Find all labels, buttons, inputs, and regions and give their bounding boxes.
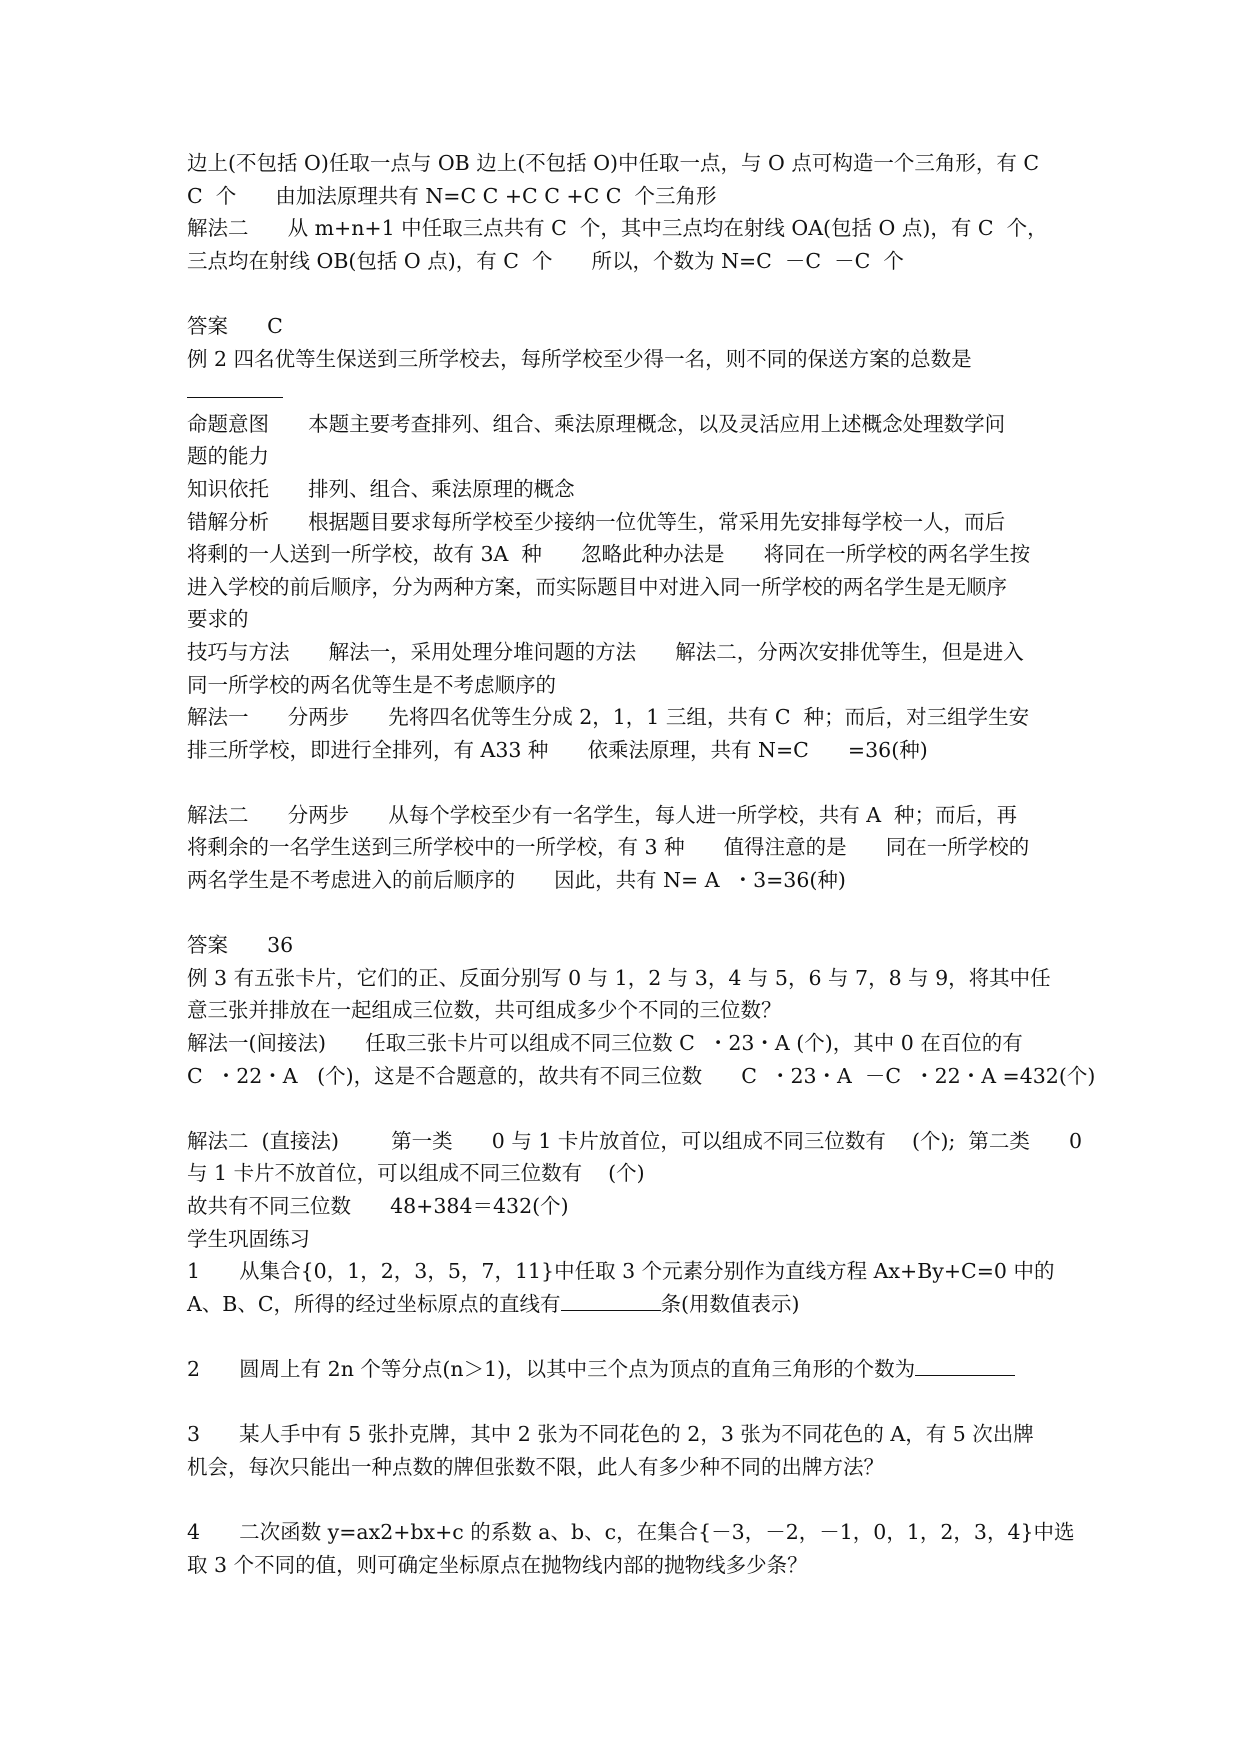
text-line: 意三张并排放在一起组成三位数，共可组成多少个不同的三位数？ — [187, 998, 782, 1023]
answer-line: 答案 C — [187, 313, 283, 338]
example-2-question: 例 2 四名优等生保送到三所学校去，每所学校至少得一名，则不同的保送方案的总数是 — [187, 346, 972, 371]
blank-line — [187, 1386, 1077, 1419]
exercise-1-text: A、B、C，所得的经过坐标原点的直线有 — [187, 1291, 561, 1316]
text-line: 解法二 分两步 从每个学校至少有一名学生，每人进一所学校，共有 A 种；而后，再 — [187, 802, 1018, 827]
text-line: 进入学校的前后顺序，分为两种方案，而实际题目中对进入同一所学校的两名学生是无顺序 — [187, 574, 1007, 599]
text-line: 三点均在射线 OB(包括 O 点)，有 C 个 所以，个数为 N=C －C －C 个 — [187, 248, 904, 273]
exercise-4-line: 取 3 个不同的值，则可确定坐标原点在抛物线内部的抛物线多少条？ — [187, 1552, 808, 1577]
exercise-1-line: 1 从集合{0，1，2，3，5，7，11}中任取 3 个元素分别作为直线方程 Ax+By+C=0 中的 — [187, 1259, 1055, 1284]
text-line: 故共有不同三位数 48+384＝432(个) — [187, 1194, 569, 1218]
answer-blank — [187, 375, 1077, 408]
exercise-1-blank — [561, 1288, 661, 1311]
section-heading: 学生巩固练习 — [187, 1226, 310, 1251]
text-line: 同一所学校的两名优等生是不考虑顺序的 — [187, 672, 556, 697]
blank-line — [187, 766, 1077, 799]
exercise-4-line: 4 二次函数 y=ax2+bx+c 的系数 a、b、c，在集合{－3，－2，－1，0，1，2，3，4}中选 — [187, 1519, 1075, 1544]
text-line: 解法二 从 m+n+1 中任取三点共有 C 个，其中三点均在射线 OA(包括 O 点)，有 C 个， — [187, 216, 1048, 241]
exercise-1-suffix: 条(用数值表示) — [660, 1291, 800, 1316]
text-line: 将剩余的一名学生送到三所学校中的一所学校，有 3 种 值得注意的是 同在一所学校的 — [187, 835, 1030, 860]
text-line: 要求的 — [187, 607, 249, 632]
text-line: 题的能力 — [187, 444, 269, 469]
blank-line — [187, 1320, 1077, 1353]
exercise-2-text: 2 圆周上有 2n 个等分点(n＞1)，以其中三个点为顶点的直角三角形的个数为 — [187, 1356, 916, 1381]
text-line: C 个 由加法原理共有 N=C C +C C +C C 个三角形 — [187, 183, 717, 208]
text-line: C ・22・A (个)，这是不合题意的，故共有不同三位数 C ・23・A －C ・22・A =432(个) — [187, 1063, 1096, 1088]
text-line: 错解分析 根据题目要求每所学校至少接纳一位优等生，常采用先安排每学校一人，而后 — [187, 509, 1006, 534]
document-text — [187, 147, 1096, 1581]
exercise-2-blank — [915, 1353, 1015, 1376]
text-line: 两名学生是不考虑进入的前后顺序的 因此，共有 N= A ・3=36(种) — [187, 868, 846, 893]
text-line: 解法一 分两步 先将四名优等生分成 2，1，1 三组，共有 C 种；而后，对三组学生安 — [187, 705, 1030, 730]
text-line: 命题意图 本题主要考查排列、组合、乘法原理概念，以及灵活应用上述概念处理数学问 — [187, 411, 1006, 436]
text-line: 技巧与方法 解法一，采用处理分堆问题的方法 解法二，分两次安排优等生，但是进入 — [187, 639, 1024, 664]
blank-line — [187, 1092, 1077, 1125]
example-3-question: 例 3 有五张卡片，它们的正、反面分别写 0 与 1，2 与 3，4 与 5，6 与 7，8 与 9，将其中任 — [187, 965, 1051, 990]
text-line: 解法一(间接法) 任取三张卡片可以组成不同三位数 C ・23・A (个)，其中 0 在百位的有 — [187, 1031, 1023, 1056]
exercise-3-line: 3 某人手中有 5 张扑克牌，其中 2 张为不同花色的 2，3 张为不同花色的 A，有 5 次出牌 — [187, 1422, 1034, 1447]
blank-line — [187, 1483, 1077, 1516]
text-line: 排三所学校，即进行全排列，有 A33 种 依乘法原理，共有 N=C =36(种) — [187, 737, 928, 762]
text-line: 与 1 卡片不放首位，可以组成不同三位数有 (个) — [187, 1161, 645, 1186]
exercise-1-line — [187, 1288, 1077, 1321]
exercise-2-line — [187, 1353, 1077, 1386]
text-line: 解法二 (直接法) 第一类 0 与 1 卡片放首位，可以组成不同三位数有 (个); 第二类 0 — [187, 1128, 1083, 1153]
blank-line — [187, 897, 1077, 930]
answer-line: 答案 36 — [187, 933, 294, 958]
text-line: 知识依托 排列、组合、乘法原理的概念 — [187, 476, 575, 501]
blank-line — [187, 277, 1077, 310]
exercise-3-line: 机会，每次只能出一种点数的牌但张数不限，此人有多少种不同的出牌方法？ — [187, 1454, 884, 1479]
text-line: 边上(不包括 O)任取一点与 OB 边上(不包括 O)中任取一点，与 O 点可构造一个三角形，有 C — [187, 151, 1040, 175]
text-line: 将剩的一人送到一所学校，故有 3A 种 忽略此种办法是 将同在一所学校的两名学生按 — [187, 542, 1031, 567]
